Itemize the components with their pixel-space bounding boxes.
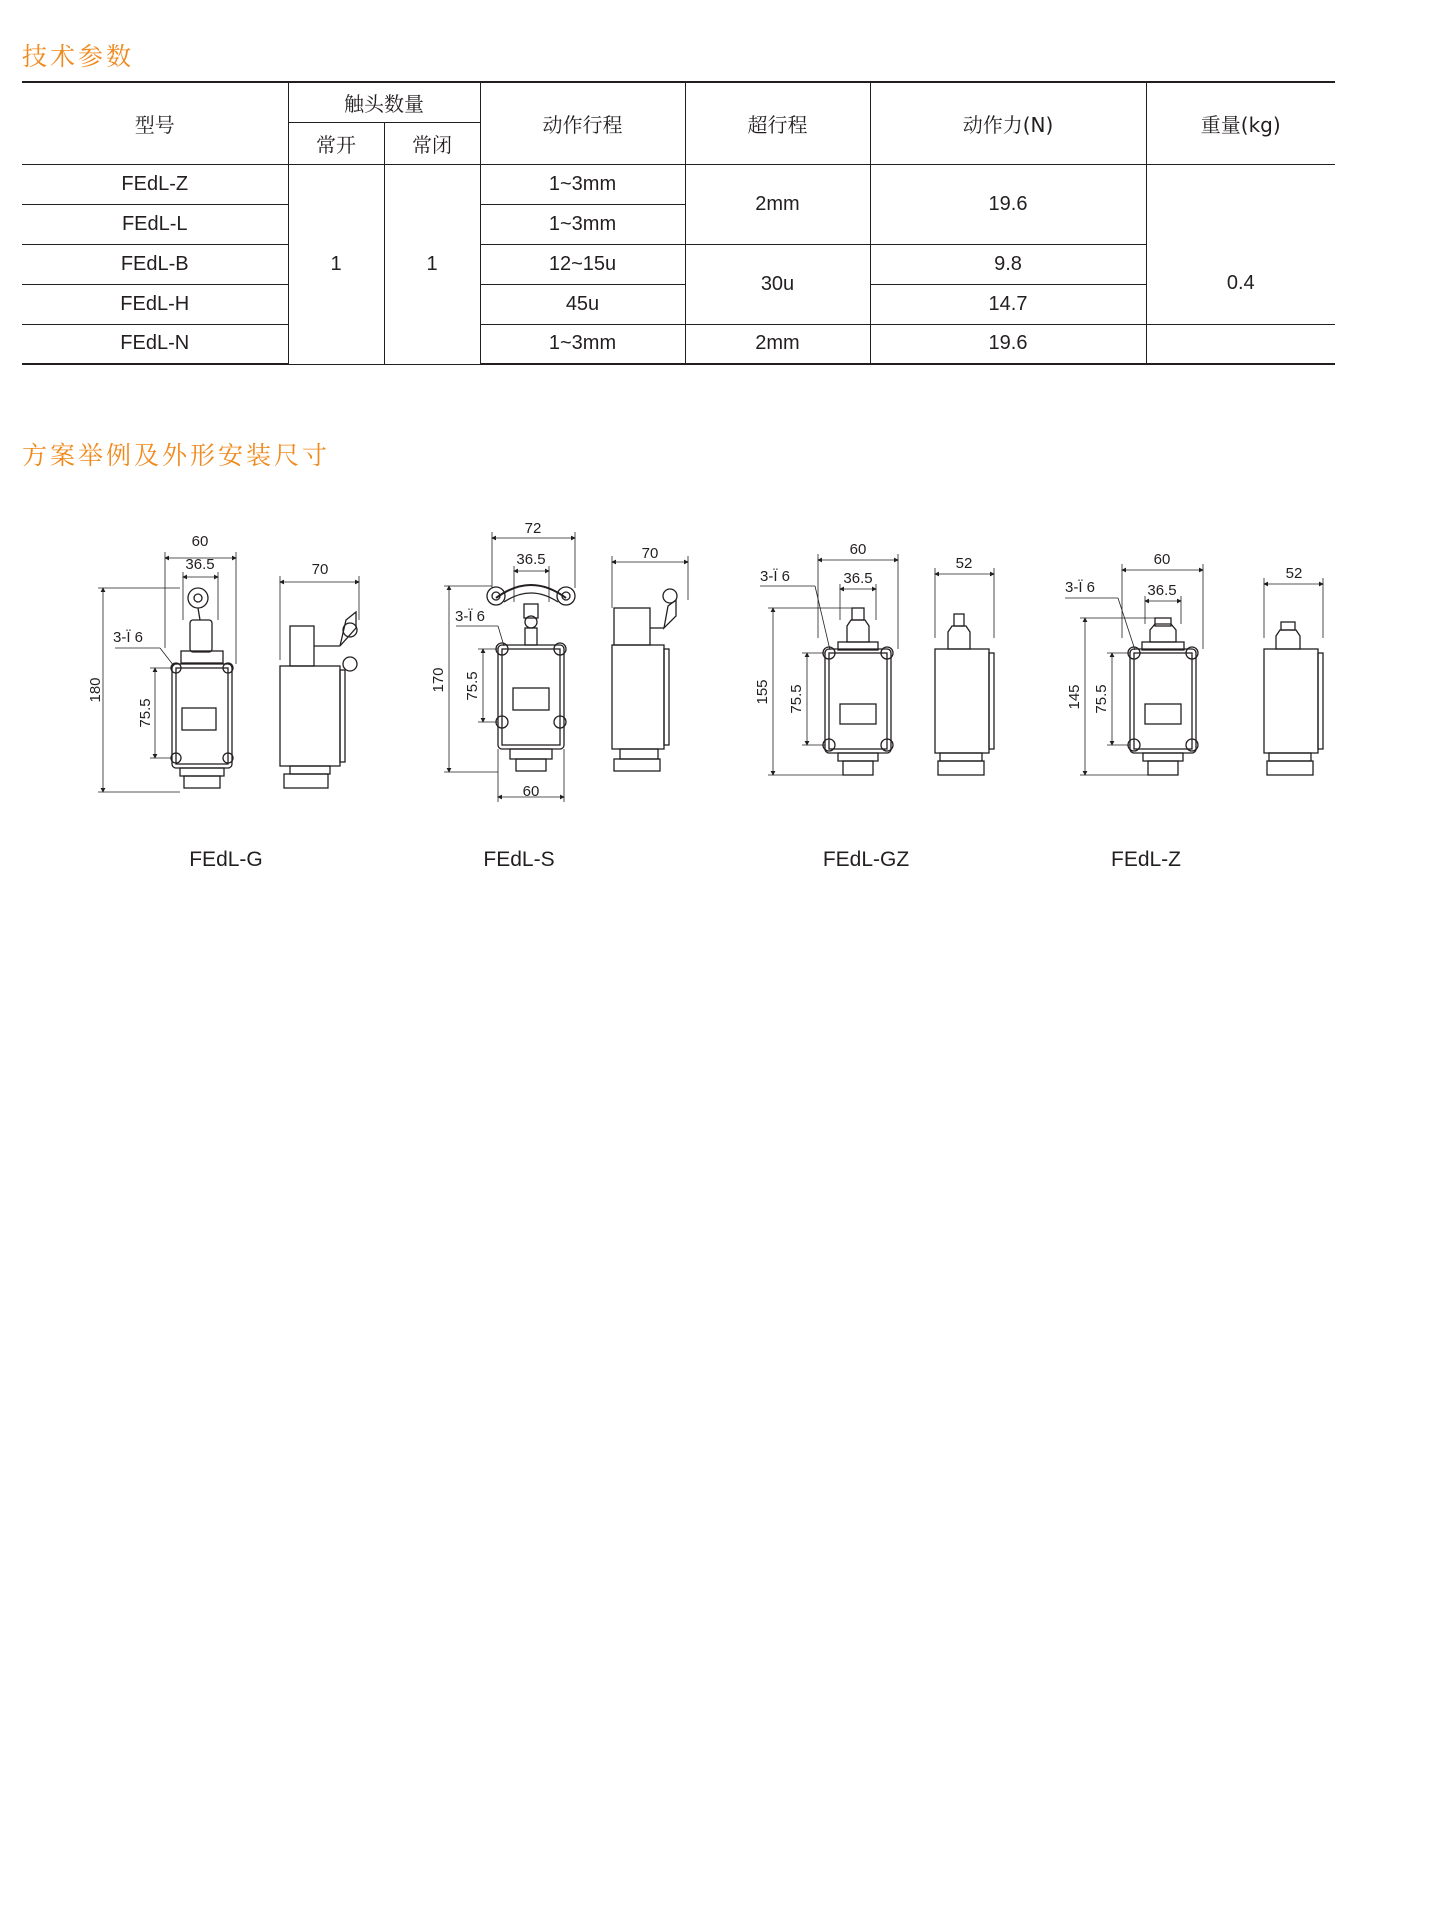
figure-fedl-z [1065, 564, 1323, 775]
dim-height: 180 [87, 677, 104, 703]
dim-mount: 75.5 [464, 671, 481, 701]
header-travel: 动作行程 [480, 82, 685, 164]
dim-inner: 36.5 [1147, 582, 1177, 599]
dim-holes: 3-Ï 6 [1065, 579, 1096, 596]
overtravel-cell: 30u [685, 244, 870, 324]
header-no: 常开 [288, 122, 384, 164]
figure-caption: FEdL-S [483, 848, 555, 871]
dim-width: 60 [1153, 551, 1171, 568]
section-title-tech-params: 技术参数 [22, 42, 135, 71]
travel-cell: 12~15u [480, 244, 685, 284]
dim-depth: 70 [641, 545, 659, 562]
weight-empty-cell [1146, 164, 1335, 244]
header-contacts: 触头数量 [288, 82, 480, 122]
model-cell: FEdL-H [22, 284, 288, 324]
side-view [612, 556, 688, 771]
header-nc: 常闭 [384, 122, 480, 164]
weight-empty-cell [1146, 324, 1335, 364]
spec-table [22, 81, 1335, 365]
header-overtravel: 超行程 [685, 82, 870, 164]
model-cell: FEdL-Z [22, 164, 288, 204]
force-cell: 19.6 [870, 324, 1146, 364]
side-view [280, 576, 359, 788]
figure-fedl-g [98, 552, 359, 792]
dim-height: 145 [1066, 684, 1083, 710]
travel-cell: 1~3mm [480, 204, 685, 244]
side-view [935, 568, 994, 775]
travel-cell: 1~3mm [480, 164, 685, 204]
dim-inner: 36.5 [516, 551, 546, 568]
dim-depth: 52 [1285, 565, 1303, 582]
dimension-drawings [0, 520, 1443, 880]
dim-height: 155 [754, 679, 771, 705]
model-cell: FEdL-L [22, 204, 288, 244]
dim-depth: 52 [955, 555, 973, 572]
overtravel-cell: 2mm [685, 324, 870, 364]
front-view [98, 552, 236, 792]
dim-holes: 3-Ï 6 [760, 568, 791, 585]
dim-mount: 75.5 [137, 698, 154, 728]
dim-inner: 36.5 [185, 556, 215, 573]
dim-mount: 75.5 [788, 684, 805, 714]
weight-cell: 0.4 [1146, 244, 1335, 324]
dim-width: 60 [191, 533, 209, 550]
force-cell: 14.7 [870, 284, 1146, 324]
nc-count-cell: 1 [384, 164, 480, 364]
side-view [1264, 578, 1323, 775]
dim-height: 170 [430, 667, 447, 693]
dim-holes: 3-Ï 6 [455, 608, 486, 625]
force-cell: 9.8 [870, 244, 1146, 284]
travel-cell: 45u [480, 284, 685, 324]
no-count-cell: 1 [288, 164, 384, 364]
header-model: 型号 [22, 82, 288, 164]
header-weight: 重量(kg) [1146, 82, 1335, 164]
overtravel-cell: 2mm [685, 164, 870, 244]
figure-caption: FEdL-G [189, 848, 263, 871]
front-view [444, 532, 575, 802]
dim-bottom: 60 [522, 783, 540, 800]
figure-caption: FEdL-Z [1110, 848, 1182, 871]
dim-inner: 36.5 [843, 570, 873, 587]
dim-depth: 70 [311, 561, 329, 578]
figure-fedl-gz [760, 554, 994, 775]
dim-width: 60 [849, 541, 867, 558]
section-title-plans: 方案举例及外形安装尺寸 [22, 441, 331, 470]
figure-caption: FEdL-GZ [822, 848, 910, 871]
front-view [760, 554, 898, 775]
force-cell: 19.6 [870, 164, 1146, 244]
dim-holes: 3-Ï 6 [113, 629, 144, 646]
dim-mount: 75.5 [1093, 684, 1110, 714]
model-cell: FEdL-B [22, 244, 288, 284]
dim-width: 72 [524, 520, 542, 537]
model-cell: FEdL-N [22, 324, 288, 364]
figure-fedl-s [444, 532, 688, 802]
header-force: 动作力(N) [870, 82, 1146, 164]
travel-cell: 1~3mm [480, 324, 685, 364]
